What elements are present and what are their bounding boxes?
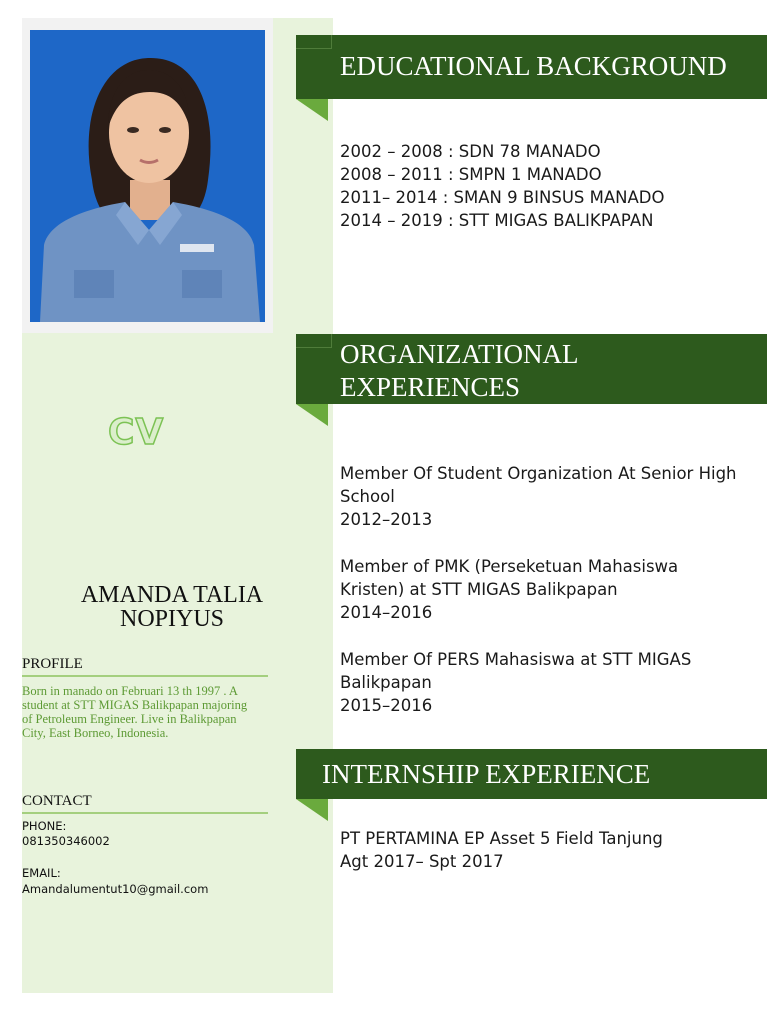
experience-role: Member of PMK (Perseketuan Mahasiswa Kristen) at STT MIGAS Balikpapan [340, 557, 679, 599]
organizational-fold [296, 404, 328, 426]
internship-fold [296, 799, 328, 821]
email-label: EMAIL: [22, 866, 61, 880]
experience-item [340, 555, 760, 624]
profile-heading: PROFILE [22, 656, 268, 677]
organizational-list [340, 462, 760, 741]
cv-logo: CV [108, 412, 165, 453]
experience-role: Member Of PERS Mahasiswa at STT MIGAS Balikpapan [340, 650, 692, 692]
experience-years: 2015–2016 [340, 696, 433, 715]
person-name [60, 583, 284, 631]
organizational-title-line-1: ORGANIZATIONAL [340, 339, 579, 369]
internship-content [340, 827, 760, 873]
contact-heading: CONTACT [22, 793, 268, 814]
experience-role: Member Of Student Organization At Senior High School [340, 464, 737, 506]
education-item: 2011– 2014 : SMAN 9 BINSUS MANADO [340, 188, 665, 207]
band-tab [296, 35, 332, 49]
experience-years: 2014–2016 [340, 603, 433, 622]
experience-item [340, 648, 760, 717]
band-tab [296, 334, 332, 348]
organizational-band [296, 334, 767, 404]
education-list [340, 140, 760, 232]
profile-text: Born in manado on Februari 13 th 1997 . A student at STT MIGAS Balikpapan majoring of Petroleum Engineer. Live in Balikpapan City, East Borneo, Indonesia. [22, 684, 248, 740]
internship-band [296, 749, 767, 799]
email-value: Amandalumentut10@gmail.com [22, 882, 209, 896]
profile-photo-frame [22, 18, 273, 333]
phone-label: PHONE: [22, 819, 67, 833]
education-title: EDUCATIONAL BACKGROUND [340, 51, 727, 81]
phone-value: 081350346002 [22, 834, 110, 848]
internship-company: PT PERTAMINA EP Asset 5 Field Tanjung [340, 829, 663, 848]
education-item: 2008 – 2011 : SMPN 1 MANADO [340, 165, 602, 184]
education-item: 2014 – 2019 : STT MIGAS BALIKPAPAN [340, 211, 654, 230]
experience-item [340, 462, 760, 531]
profile-photo [30, 30, 265, 322]
name-line-1: AMANDA TALIA [80, 582, 264, 608]
experience-years: 2012–2013 [340, 510, 433, 529]
education-fold [296, 99, 328, 121]
portrait-illustration [30, 30, 265, 322]
internship-title: INTERNSHIP EXPERIENCE [322, 759, 651, 789]
education-band [296, 35, 767, 99]
organizational-title [340, 338, 578, 404]
name-line-2: NOPIYUS [119, 606, 224, 632]
education-item: 2002 – 2008 : SDN 78 MANADO [340, 142, 601, 161]
internship-period: Agt 2017– Spt 2017 [340, 852, 504, 871]
organizational-title-line-2: EXPERIENCES [340, 372, 521, 402]
